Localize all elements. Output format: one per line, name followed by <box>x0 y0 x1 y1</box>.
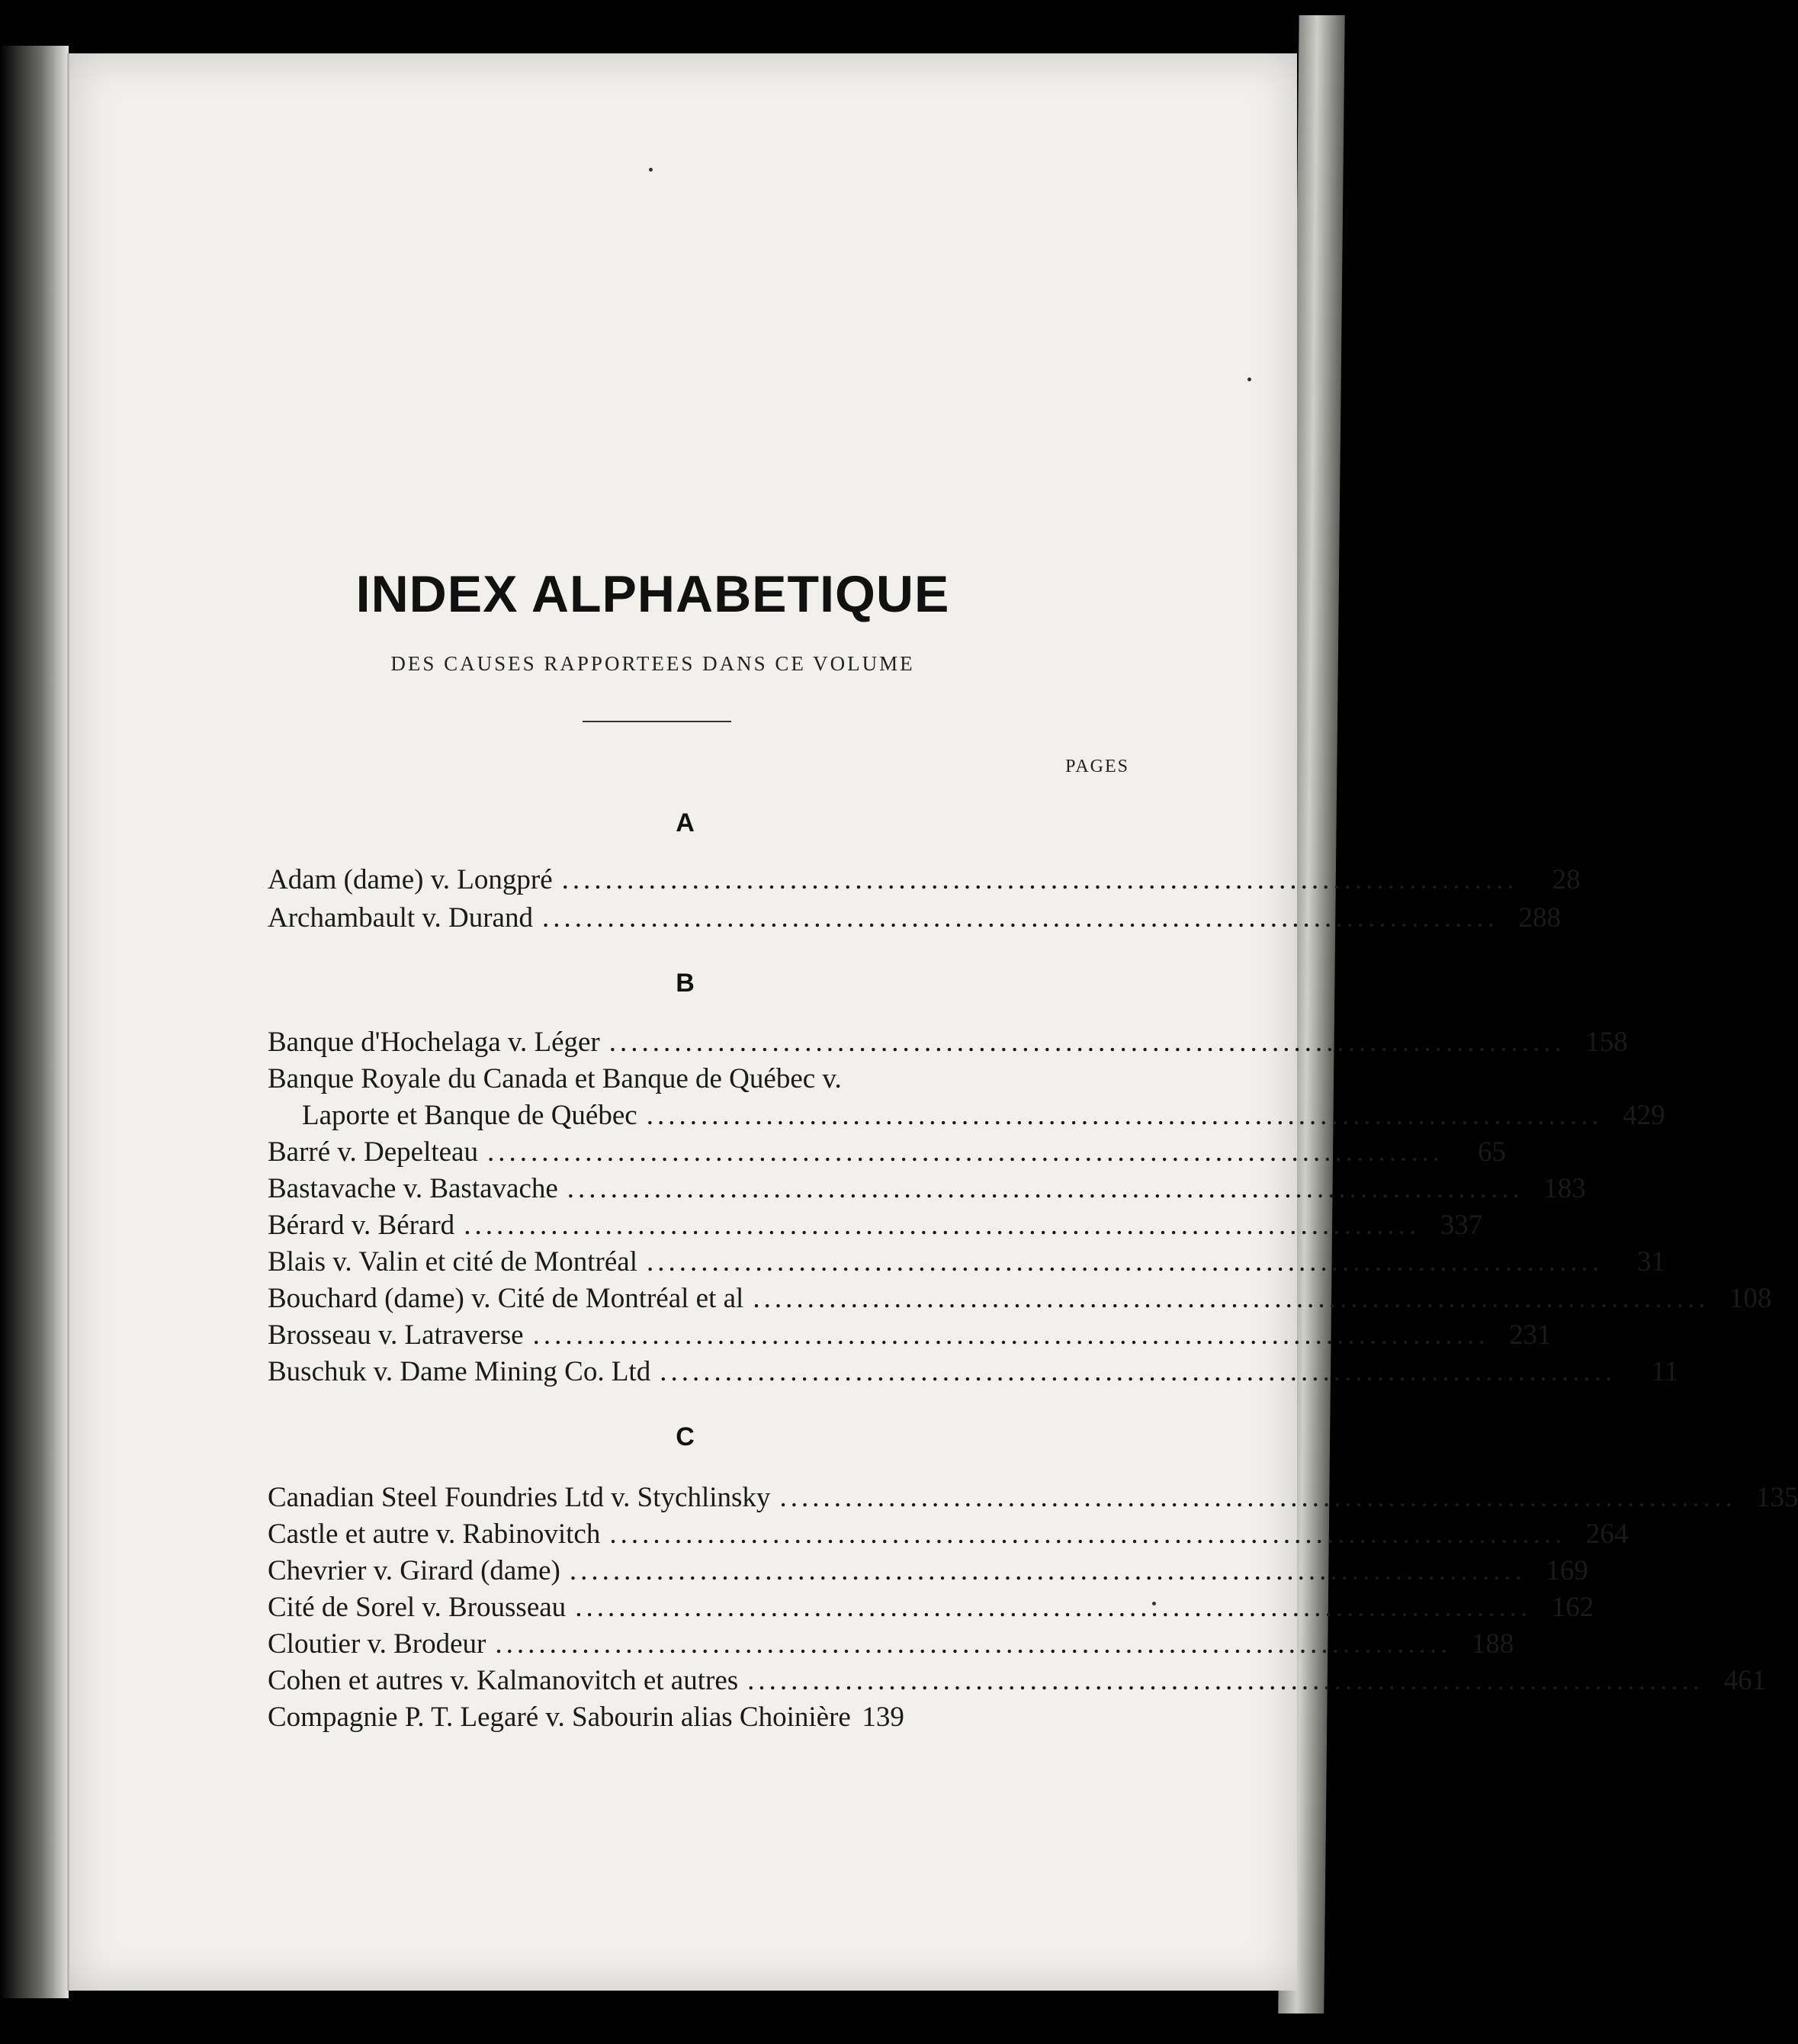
index-entry <box>268 1482 1798 1513</box>
dot-leader: ........................................................................................ <box>660 1356 1617 1387</box>
dot-leader: ........................................................................................ <box>647 1246 1603 1278</box>
dot-leader: ........................................................................................ <box>747 1665 1704 1696</box>
dot-leader: ........................................................................................ <box>561 864 1518 895</box>
index-entry <box>268 1136 1506 1168</box>
page-title: INDEX ALPHABETIQUE <box>355 565 950 623</box>
entry-name: Cohen et autres v. Kalmanovitch et autres <box>268 1665 739 1696</box>
dot-leader: ........................................................................................ <box>575 1592 1532 1623</box>
index-entry <box>268 1665 1767 1696</box>
entry-page: 108 <box>1729 1283 1772 1314</box>
index-entry <box>268 1628 1514 1660</box>
entry-name: Castle et autre v. Rabinovitch <box>268 1519 601 1550</box>
index-entry <box>268 902 1561 934</box>
entry-name: Adam (dame) v. Longpré <box>268 864 553 895</box>
entry-name: Bouchard (dame) v. Cité de Montréal et al <box>268 1283 744 1314</box>
entry-name: Blais v. Valin et cité de Montréal <box>268 1246 637 1278</box>
pages-column-label: PAGES <box>1065 757 1129 776</box>
entry-name: Compagnie P. T. Legaré v. Sabourin alias Choinière <box>268 1702 851 1733</box>
entry-page: 135 <box>1755 1482 1798 1513</box>
index-entry <box>268 1519 1629 1550</box>
dot-leader: ........................................................................................ <box>532 1319 1489 1351</box>
entry-page: 169 <box>1546 1555 1588 1586</box>
entry-name: Cité de Sorel v. Brousseau <box>268 1592 567 1623</box>
entry-name: Banque d'Hochelaga v. Léger <box>268 1027 600 1058</box>
dot-leader: ........................................................................................ <box>486 1136 1443 1168</box>
index-entry <box>268 1210 1483 1241</box>
entry-page: 139 <box>862 1702 904 1733</box>
section-letter-c: C <box>676 1422 695 1451</box>
index-entry <box>268 864 1581 895</box>
paper-speck <box>1247 378 1251 381</box>
dot-leader: ........................................................................................ <box>464 1210 1421 1241</box>
entry-name: Buschuk v. Dame Mining Co. Ltd <box>268 1356 651 1387</box>
index-entry <box>268 1356 1679 1387</box>
entry-name: Archambault v. Durand <box>268 902 533 934</box>
dot-leader: ........................................................................................ <box>541 902 1498 934</box>
index-entry <box>268 1065 1099 1093</box>
index-entry <box>268 1703 1099 1731</box>
left-page-edge <box>0 46 69 1998</box>
page-subtitle: DES CAUSES RAPPORTEES DANS CE VOLUME <box>390 652 915 675</box>
entry-page: 429 <box>1623 1100 1665 1131</box>
entry-name: Banque Royale du Canada et Banque de Québec v. <box>268 1063 842 1094</box>
entry-page: 11 <box>1651 1356 1679 1387</box>
entry-page: 461 <box>1723 1665 1767 1696</box>
entry-page: 264 <box>1585 1519 1629 1550</box>
entry-page: 188 <box>1471 1628 1514 1660</box>
entry-page: 28 <box>1552 864 1581 895</box>
title-rule <box>583 721 731 722</box>
entry-page: 288 <box>1518 902 1561 934</box>
index-entry <box>268 1246 1665 1278</box>
entry-name: Bastavache v. Bastavache <box>268 1173 558 1204</box>
entry-name: Brosseau v. Latraverse <box>268 1319 524 1351</box>
dot-leader: ........................................................................................ <box>779 1482 1736 1513</box>
entry-page: 337 <box>1440 1210 1483 1241</box>
index-entry-continuation <box>302 1100 1665 1131</box>
dot-leader: ........................................................................................ <box>753 1283 1710 1314</box>
entry-page: 65 <box>1477 1136 1506 1168</box>
index-entry <box>268 1592 1594 1623</box>
index-entry <box>268 1283 1772 1314</box>
section-letter-a: A <box>676 808 695 837</box>
index-entry <box>268 1555 1588 1586</box>
index-entry <box>268 1173 1586 1204</box>
entry-name: Canadian Steel Foundries Ltd v. Stychlinsky <box>268 1482 771 1513</box>
entry-page: 162 <box>1551 1592 1594 1623</box>
paper-speck <box>649 168 653 172</box>
entry-name: Bérard v. Bérard <box>268 1210 455 1241</box>
entry-name: Chevrier v. Girard (dame) <box>268 1555 560 1586</box>
entry-name: Barré v. Depelteau <box>268 1136 478 1168</box>
entry-page: 231 <box>1509 1319 1552 1351</box>
dot-leader: ........................................................................................ <box>495 1628 1452 1660</box>
dot-leader: ........................................................................................ <box>646 1100 1603 1131</box>
dot-leader: ........................................................................................ <box>609 1519 1566 1550</box>
entry-name: Cloutier v. Brodeur <box>268 1628 486 1660</box>
index-entry <box>268 1027 1628 1058</box>
dot-leader: ........................................................................................ <box>608 1027 1565 1058</box>
entry-page: 31 <box>1637 1246 1665 1278</box>
section-letter-b: B <box>676 969 695 998</box>
dot-leader: ........................................................................................ <box>567 1173 1523 1204</box>
index-entry <box>268 1319 1552 1351</box>
entry-page: 158 <box>1585 1027 1628 1058</box>
dot-leader: ........................................................................................ <box>569 1555 1526 1586</box>
book-page <box>67 53 1798 1991</box>
entry-page: 183 <box>1543 1173 1586 1204</box>
entry-name: Laporte et Banque de Québec <box>302 1100 637 1131</box>
